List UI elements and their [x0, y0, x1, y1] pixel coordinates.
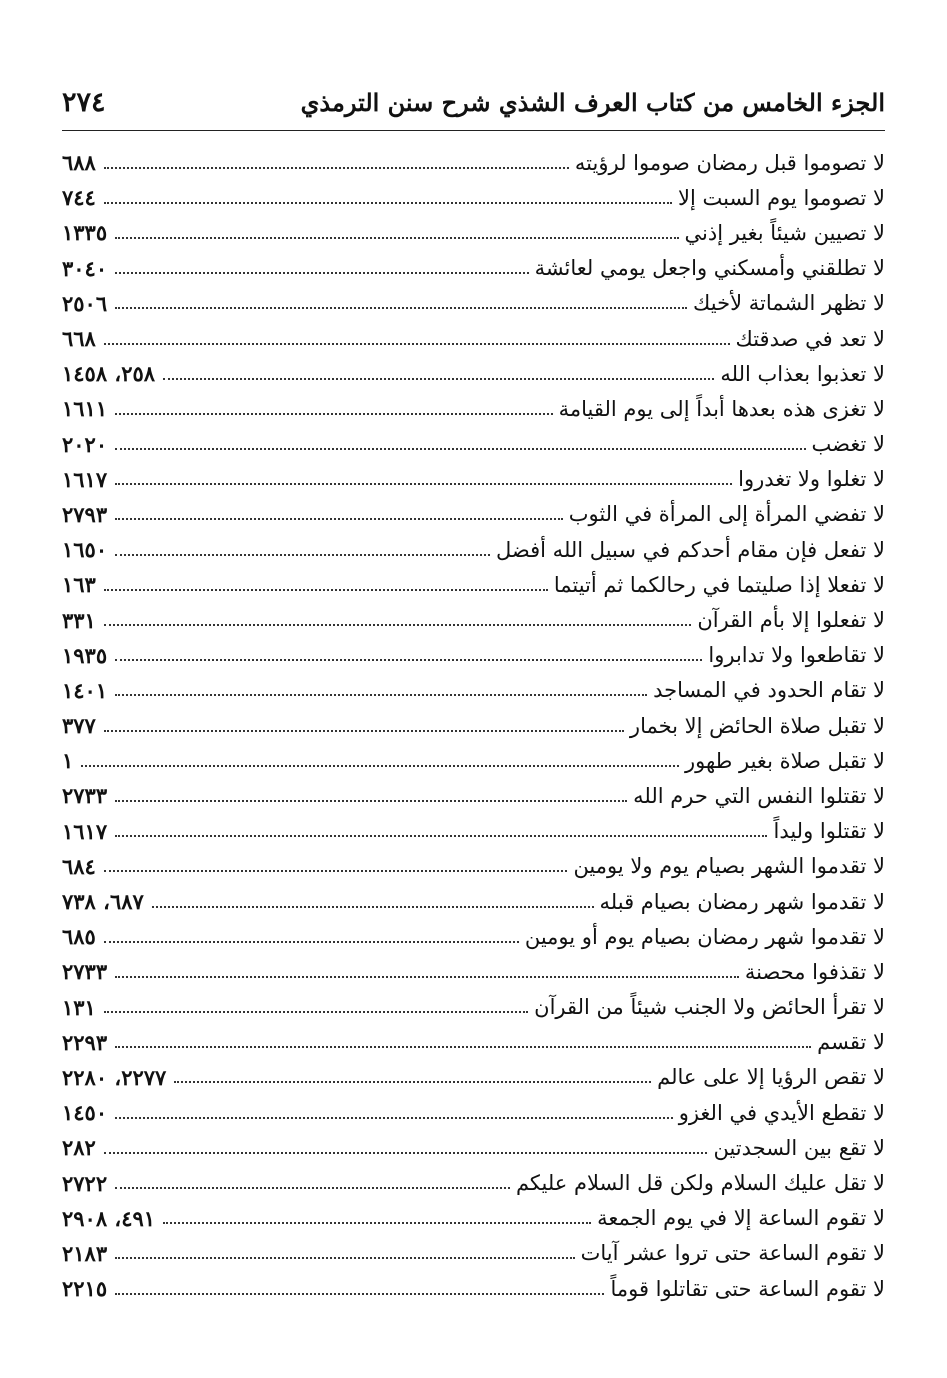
index-entry: [62, 1165, 885, 1200]
index-entry: [62, 286, 885, 321]
dot-leader: [104, 941, 519, 943]
dot-leader: [115, 272, 528, 274]
dot-leader: [174, 1081, 651, 1083]
index-entry: [62, 321, 885, 356]
dot-leader: [104, 167, 569, 169]
entry-hadith-numbers: ١٦١٧: [62, 818, 108, 844]
index-entry: [62, 1201, 885, 1236]
index-entry: [62, 251, 885, 286]
index-entry: [62, 954, 885, 989]
index-entry: [62, 778, 885, 813]
page-header: [62, 80, 885, 124]
entry-hadith-numbers: ١٤٠١: [62, 677, 108, 703]
running-title: الجزء الخامس من كتاب العرف الشذي شرح سنن الترمذي: [300, 87, 885, 117]
entry-text: لا تقذفوا محصنة: [744, 959, 885, 984]
entry-hadith-numbers: ١٩٣٥: [62, 642, 108, 668]
index-entry: [62, 1271, 885, 1306]
entry-hadith-numbers: ٦٦٨: [62, 326, 96, 352]
index-entry: [62, 180, 885, 215]
entry-hadith-numbers: ١٤٥٠: [62, 1100, 108, 1126]
dot-leader: [104, 1011, 528, 1013]
entry-text: لا تغزى هذه بعدها أبداً إلى يوم القيامة: [558, 396, 885, 421]
entry-hadith-numbers: ١٦٣: [62, 572, 96, 598]
index-entry: [62, 1095, 885, 1130]
entry-text: لا تقع بين السجدتين: [713, 1135, 885, 1160]
dot-leader: [163, 1222, 591, 1224]
entry-hadith-numbers: ٣٧٧: [62, 713, 96, 739]
entry-hadith-numbers: ٣٠٤٠: [62, 255, 108, 281]
index-entry: [62, 638, 885, 673]
index-entry: [62, 849, 885, 884]
entry-text: لا تغلوا ولا تغدروا: [738, 467, 885, 492]
page-number: ٢٧٤: [62, 86, 106, 118]
entry-text: لا تقبل صلاة بغير طهور: [684, 748, 885, 773]
entry-text: لا تعد في صدقتك: [735, 326, 885, 351]
entry-hadith-numbers: ٧٤٤: [62, 185, 96, 211]
dot-leader: [115, 413, 553, 415]
dot-leader: [81, 765, 679, 767]
entry-hadith-numbers: ٢٥٨، ١٤٥٨: [62, 361, 156, 387]
entry-text: لا تقدموا شهر رمضان بصيام يوم أو يومين: [524, 924, 885, 949]
entry-text: لا تقرأ الحائض ولا الجنب شيئاً من القرآن: [534, 995, 885, 1020]
entry-hadith-numbers: ٢٧٣٣: [62, 783, 108, 809]
entry-hadith-numbers: ٢٢٧٧، ٢٢٨٠: [62, 1064, 167, 1090]
index-entry: [62, 462, 885, 497]
dot-leader: [115, 659, 702, 661]
index-entry: [62, 1236, 885, 1271]
index-entry: [62, 919, 885, 954]
entry-hadith-numbers: ٤٩١، ٢٩٠٨: [62, 1205, 156, 1231]
dot-leader: [115, 1257, 574, 1259]
entry-text: لا تطلقني وأمسكني واجعل يومي لعائشة: [534, 256, 885, 281]
entry-text: لا تفعل فإن مقام أحدكم في سبيل الله أفضل: [496, 537, 885, 562]
entry-hadith-numbers: ٢٢٩٣: [62, 1029, 108, 1055]
index-entry: [62, 814, 885, 849]
dot-leader: [115, 800, 627, 802]
dot-leader: [115, 835, 767, 837]
entry-text: لا تظهر الشماتة لأخيك: [693, 291, 885, 316]
entry-hadith-numbers: ٢١٨٣: [62, 1240, 108, 1266]
entry-text: لا تقسم: [817, 1030, 885, 1055]
index-entry: [62, 990, 885, 1025]
dot-leader: [104, 589, 548, 591]
entry-text: لا تصيين شيئاً بغير إذني: [684, 220, 885, 245]
index-entry: [62, 215, 885, 250]
index-entry: [62, 602, 885, 637]
dot-leader: [115, 1046, 811, 1048]
entry-hadith-numbers: ١٦١١: [62, 396, 108, 422]
entry-text: لا تقوم الساعة إلا في يوم الجمعة: [597, 1206, 885, 1231]
entry-hadith-numbers: ٦٨٧، ٧٣٨: [62, 889, 144, 915]
entry-text: لا تصوموا قبل رمضان صوموا لرؤيته: [574, 150, 885, 175]
entry-text: لا تعذبوا بعذاب الله: [720, 361, 885, 386]
hadith-index-list: [62, 145, 885, 1306]
index-entry: [62, 532, 885, 567]
entry-text: لا تصوموا يوم السبت إلا: [678, 185, 885, 210]
header-rule: [62, 130, 885, 131]
dot-leader: [115, 1117, 673, 1119]
dot-leader: [104, 1152, 708, 1154]
index-entry: [62, 884, 885, 919]
entry-text: لا تفعلا إذا صليتما في رحالكما ثم أتيتما: [553, 572, 885, 597]
entry-hadith-numbers: ٢٢١٥: [62, 1276, 108, 1302]
index-entry: [62, 567, 885, 602]
dot-leader: [152, 906, 594, 908]
entry-hadith-numbers: ١: [62, 748, 74, 774]
index-entry: [62, 1130, 885, 1165]
index-entry: [62, 1060, 885, 1095]
dot-leader: [163, 378, 714, 380]
dot-leader: [115, 976, 739, 978]
entry-hadith-numbers: ١٦١٧: [62, 466, 108, 492]
entry-hadith-numbers: ١٣٣٥: [62, 220, 108, 246]
dot-leader: [115, 554, 490, 556]
dot-leader: [115, 694, 647, 696]
index-entry: [62, 673, 885, 708]
index-entry: [62, 708, 885, 743]
entry-text: لا تقل عليك السلام ولكن قل السلام عليكم: [515, 1171, 885, 1196]
index-entry: [62, 743, 885, 778]
entry-text: لا تقبل صلاة الحائض إلا بخمار: [629, 713, 885, 738]
dot-leader: [104, 870, 568, 872]
index-entry: [62, 391, 885, 426]
entry-text: لا تقوم الساعة حتى تقاتلوا قوماً: [610, 1276, 885, 1301]
entry-text: لا تقتلوا النفس التي حرم الله: [633, 783, 885, 808]
entry-hadith-numbers: ٣٣١: [62, 607, 96, 633]
entry-text: لا تغضب: [811, 432, 885, 457]
dot-leader: [104, 202, 672, 204]
dot-leader: [104, 730, 624, 732]
dot-leader: [115, 1293, 604, 1295]
entry-text: لا تقتلوا وليداً: [773, 819, 885, 844]
entry-text: لا تقاطعوا ولا تدابروا: [708, 643, 885, 668]
index-entry: [62, 497, 885, 532]
dot-leader: [104, 624, 691, 626]
dot-leader: [115, 518, 563, 520]
dot-leader: [115, 483, 732, 485]
entry-hadith-numbers: ١٦٥٠: [62, 537, 108, 563]
entry-hadith-numbers: ٦٨٤: [62, 853, 96, 879]
index-entry: [62, 427, 885, 462]
entry-text: لا تقوم الساعة حتى تروا عشر آيات: [580, 1241, 885, 1266]
dot-leader: [115, 307, 687, 309]
index-entry: [62, 356, 885, 391]
dot-leader: [115, 1187, 510, 1189]
entry-text: لا تفعلوا إلا بأم القرآن: [697, 608, 885, 633]
dot-leader: [115, 448, 805, 450]
index-entry: [62, 145, 885, 180]
index-entry: [62, 1025, 885, 1060]
entry-text: لا تقدموا الشهر بصيام يوم ولا يومين: [573, 854, 885, 879]
dot-leader: [115, 237, 678, 239]
entry-hadith-numbers: ٦٨٥: [62, 924, 96, 950]
entry-hadith-numbers: ٢٧٩٣: [62, 501, 108, 527]
entry-hadith-numbers: ٢٨٢: [62, 1135, 96, 1161]
entry-hadith-numbers: ٢٥٠٦: [62, 290, 108, 316]
entry-text: لا تقص الرؤيا إلا على عالم: [657, 1065, 885, 1090]
entry-text: لا تقطع الأيدي في الغزو: [678, 1100, 885, 1125]
entry-hadith-numbers: ٢٧٣٣: [62, 959, 108, 985]
entry-text: لا تقام الحدود في المساجد: [653, 678, 885, 703]
entry-text: لا تفضي المرأة إلى المرأة في الثوب: [568, 502, 885, 527]
entry-text: لا تقدموا شهر رمضان بصيام قبله: [599, 889, 885, 914]
entry-hadith-numbers: ٦٨٨: [62, 150, 96, 176]
entry-hadith-numbers: ١٣١: [62, 994, 96, 1020]
dot-leader: [104, 343, 730, 345]
entry-hadith-numbers: ٢٠٢٠: [62, 431, 108, 457]
entry-hadith-numbers: ٢٧٢٢: [62, 1170, 108, 1196]
